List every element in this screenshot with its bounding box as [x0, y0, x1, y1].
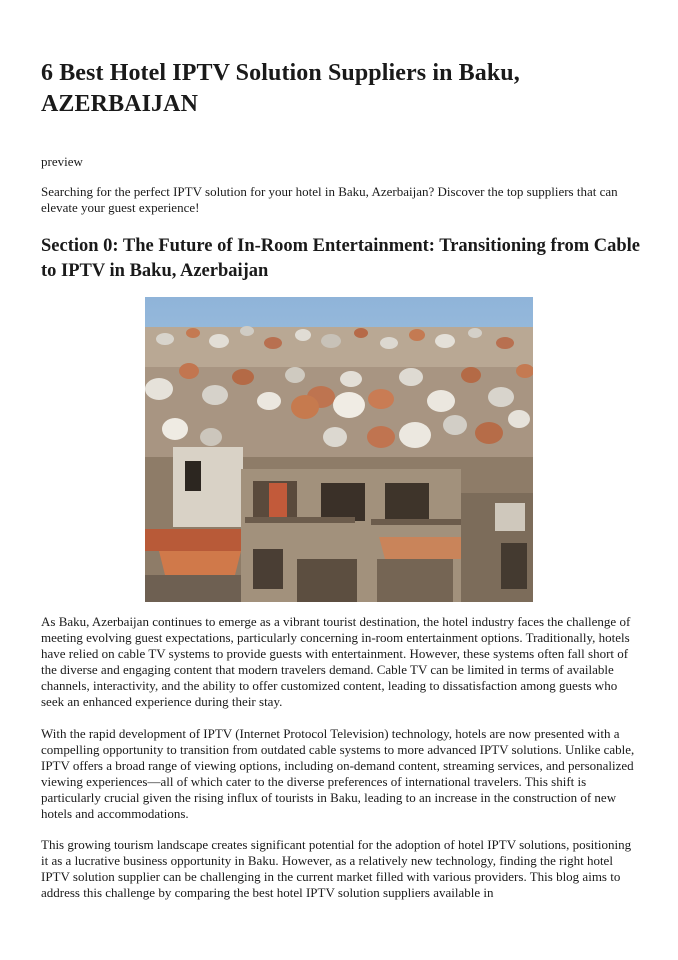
photo-illustration [145, 297, 533, 602]
page-title: 6 Best Hotel IPTV Solution Suppliers in Baku, AZERBAIJAN [41, 60, 520, 117]
intro-paragraph: Searching for the perfect IPTV solution for your hotel in Baku, Azerbaijan? Discover the top suppliers that can elevate your guest experience! [41, 184, 618, 215]
preview-label: preview [41, 154, 83, 169]
paragraph-cable-challenge: As Baku, Azerbaijan continues to emerge as a vibrant tourist destination, the hotel industry faces the challenge of meeting evolving guest expectations, particularly concerning in-room entertainment options. Traditionally, hotels have relied on cable TV systems to provide guests with entertainment. However, these systems often fall short of the diverse and engaging content that modern travelers demand. Cable TV can be limited in terms of available channels, interactivity, and the ability to offer customized content, leading to dissatisfaction among guests who seek an enhanced experience during their stay. [41, 614, 631, 709]
paragraph-tourism-landscape: This growing tourism landscape creates significant potential for the adoption of hotel IPTV solutions, positioning it as a lucrative business opportunity in Baku. However, as a relatively new technology, finding the right hotel IPTV solution supplier can be challenging in the current market filled with various providers. This blog aims to address this challenge by comparing the best hotel IPTV solution suppliers available in [41, 837, 632, 900]
paragraph-iptv-opportunity: With the rapid development of IPTV (Internet Protocol Television) technology, hotels are now presented with a compelling opportunity to transition from outdated cable systems to more advanced IPTV solutions. Unlike cable, IPTV offers a broad range of viewing options, including on-demand content, streaming services, and personalized viewing experiences—all of which cater to the diverse preferences of international travelers. This shift is particularly crucial given the rising influx of tourists in Baku, leading to an increase in the construction of new hotels and accommodations. [41, 726, 635, 821]
rooftop-satellite-dishes-photo [145, 297, 533, 602]
section-heading: Section 0: The Future of In-Room Entertainment: Transitioning from Cable to IPTV in Baku, Azerbaijan [41, 236, 641, 281]
